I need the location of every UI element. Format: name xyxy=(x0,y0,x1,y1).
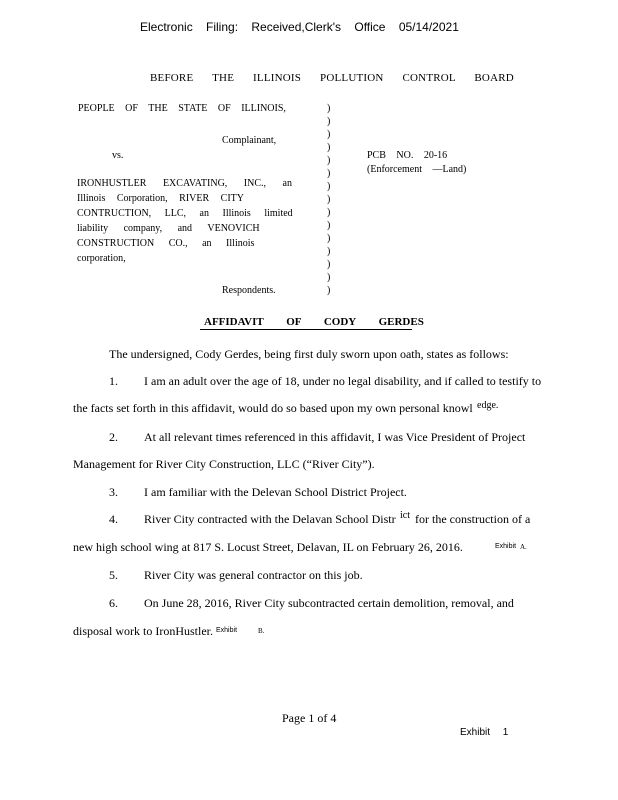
defendant-line-1: IRONHUSTLER EXCAVATING, INC., an xyxy=(77,178,292,189)
intro-paragraph: The undersigned, Cody Gerdes, being first duly sworn upon oath, states as follows: xyxy=(109,347,509,361)
filing-header: Electronic Filing: Received,Clerk's Office 05/14/2021 xyxy=(140,20,459,34)
versus-label: vs. xyxy=(112,150,124,161)
respondents-label: Respondents. xyxy=(222,285,276,296)
paragraph-2-line-2: Management for River City Construction, LLC (“River City”). xyxy=(73,457,375,471)
paragraph-1-line-1: I am an adult over the age of 18, under no legal disability, and if called to testify to xyxy=(144,374,542,388)
plaintiff-name: PEOPLE OF THE STATE OF ILLINOIS, xyxy=(78,103,286,114)
paragraph-5-line-1: River City was general contractor on this job. xyxy=(144,568,363,582)
paragraph-number: 1. xyxy=(109,374,118,388)
paragraph-number: 6. xyxy=(109,596,118,610)
defendant-line-3: CONTRUCTION, LLC, an Illinois limited xyxy=(77,208,293,219)
board-heading: BEFORE THE ILLINOIS POLLUTION CONTROL BOARD xyxy=(150,72,514,84)
paragraph-1-overlay-text: edge. xyxy=(477,400,499,411)
paragraph-2-line-1: At all relevant times referenced in this affidavit, I was Vice President of Project xyxy=(144,430,526,444)
defendant-line-6: corporation, xyxy=(77,253,126,264)
paragraph-3-line-1: I am familiar with the Delevan School District Project. xyxy=(144,485,407,499)
exhibit-a-letter: A. xyxy=(520,543,527,551)
paragraph-4-overlay-text: ict xyxy=(400,510,410,521)
paragraph-number: 3. xyxy=(109,485,118,499)
exhibit-a-label: Exhibit xyxy=(495,543,517,550)
defendant-line-4: liability company, and VENOVICH xyxy=(77,223,260,234)
paragraph-number: 2. xyxy=(109,430,118,444)
complainant-label: Complainant, xyxy=(222,135,277,146)
exhibit-b-letter: B. xyxy=(258,627,265,635)
exhibit-b-label: Exhibit xyxy=(216,627,238,634)
case-number: PCB NO. 20-16 xyxy=(367,150,448,161)
exhibit-footer: Exhibit 1 xyxy=(460,727,509,738)
case-type: (Enforcement —Land) xyxy=(367,164,467,175)
title-underline xyxy=(200,329,412,330)
paragraph-number: 4. xyxy=(109,512,118,526)
paragraph-4-line-1: River City contracted with the Delavan School Distr xyxy=(144,512,396,526)
paragraph-4-line-1-rest: for the construction of a xyxy=(415,512,531,526)
defendant-line-2: Illinois Corporation, RIVER CITY xyxy=(77,193,244,204)
page-number: Page 1 of 4 xyxy=(282,711,337,725)
caption-paren-column: ) ) ) ) ) ) ) ) ) ) ) ) ) ) ) xyxy=(327,103,331,296)
defendant-line-5: CONSTRUCTION CO., an Illinois xyxy=(77,238,255,249)
paragraph-6-line-2: disposal work to IronHustler. xyxy=(73,624,213,638)
paragraph-6-line-1: On June 28, 2016, River City subcontracted certain demolition, removal, and xyxy=(144,596,514,610)
paragraph-number: 5. xyxy=(109,568,118,582)
paragraph-4-line-2: new high school wing at 817 S. Locust Street, Delavan, IL on February 26, 2016. xyxy=(73,540,463,554)
affidavit-title: AFFIDAVIT OF CODY GERDES xyxy=(204,316,424,328)
paragraph-1-line-2: the facts set forth in this affidavit, would do so based upon my own personal knowl xyxy=(73,401,473,415)
